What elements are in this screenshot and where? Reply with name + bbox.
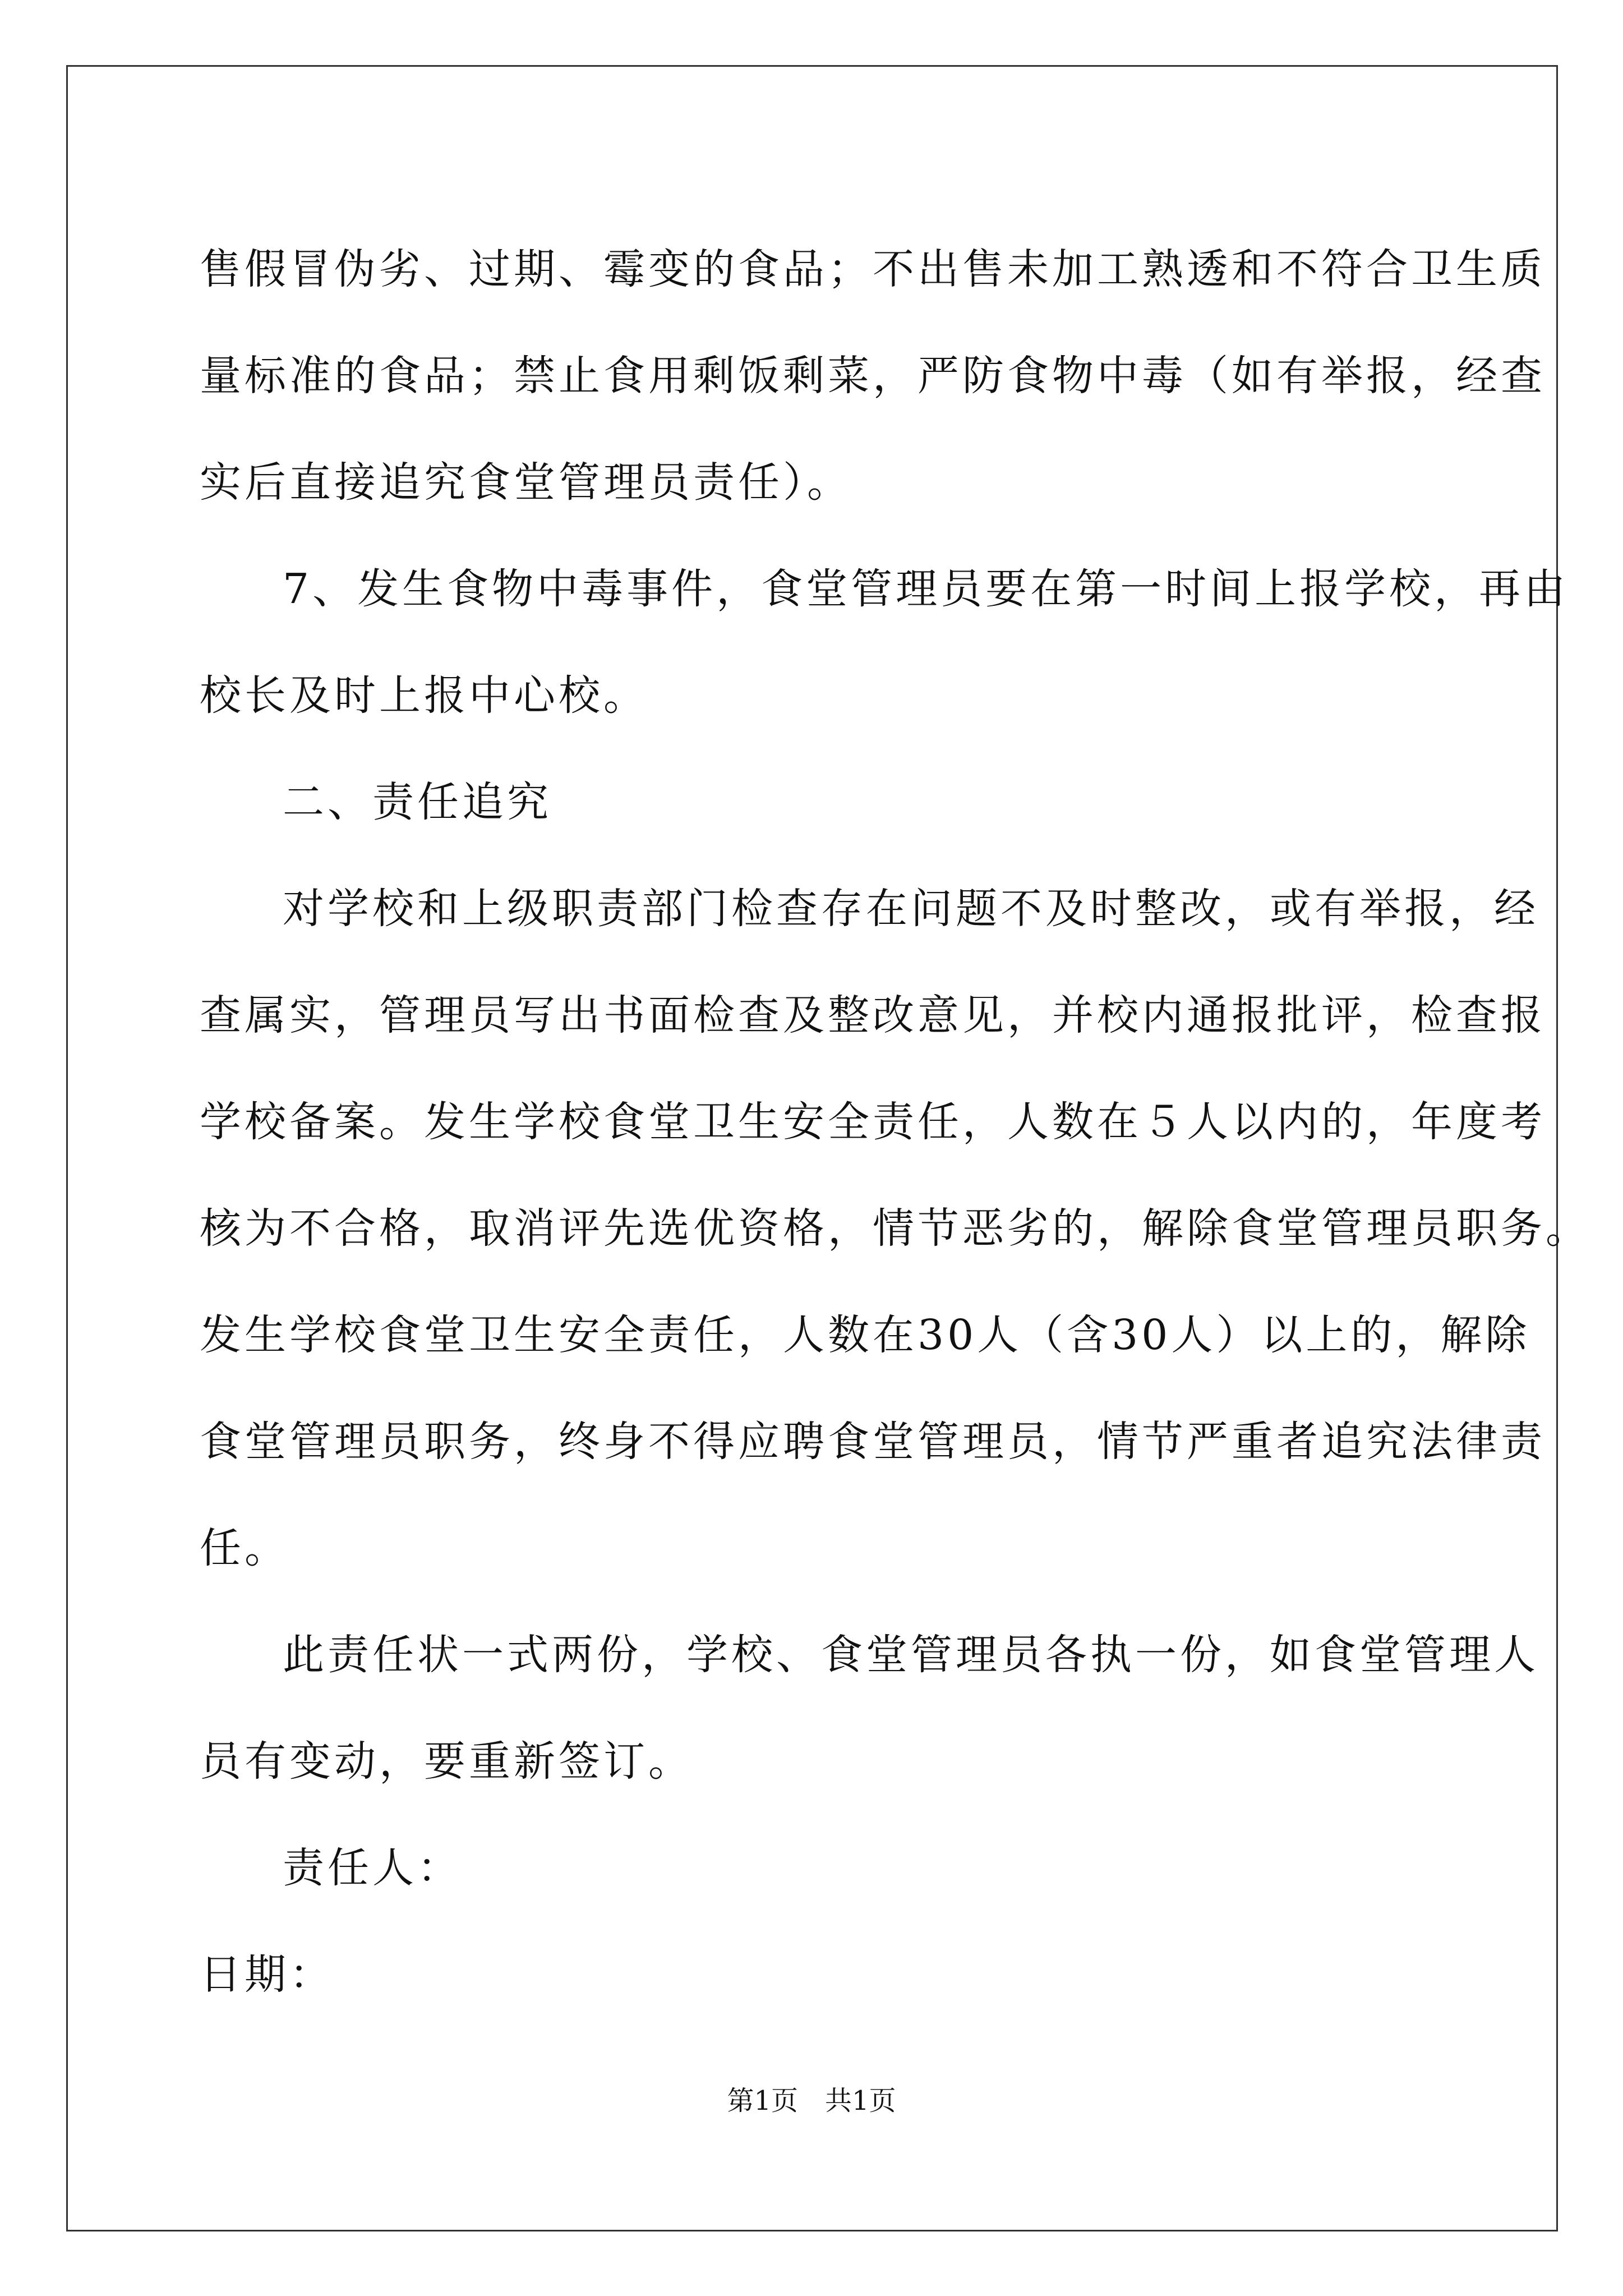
text-line: 学校备案。发生学校食堂卫生安全责任，人数在５人以内的，年度考 — [200, 1098, 1546, 1146]
text-line: 查属实，管理员写出书面检查及整改意见，并校内通报批评，检查报 — [200, 991, 1546, 1039]
text-line: 食堂管理员职务，终身不得应聘食堂管理员，情节严重者追究法律责 — [200, 1418, 1546, 1466]
text-line: 此责任状一式两份，学校、食堂管理员各执一份，如食堂管理人 — [283, 1631, 1539, 1679]
text-line: 核为不合格，取消评先选优资格，情节恶劣的，解除食堂管理员职务。 — [200, 1204, 1590, 1253]
document-body — [200, 216, 1590, 2028]
text-line: 7、发生食物中毒事件，食堂管理员要在第一时间上报学校，再由 — [283, 565, 1569, 613]
text-line: 校长及时上报中心校。 — [200, 671, 648, 720]
text-line: 员有变动，要重新签订。 — [200, 1737, 693, 1786]
text-line: 量标准的食品；禁止食用剩饭剩菜，严防食物中毒（如有举报，经查 — [200, 352, 1546, 400]
page-total: 共1页 — [825, 2085, 896, 2116]
date-label: 日期： — [200, 1950, 334, 1999]
text-line: 实后直接追究食堂管理员责任）。 — [200, 458, 852, 507]
text-line: 对学校和上级职责部门检查存在问题不及时整改，或有举报，经 — [283, 885, 1539, 933]
page-footer — [0, 2084, 1623, 2118]
text-line: 发生学校食堂卫生安全责任，人数在30人（含30人）以上的，解除 — [200, 1311, 1530, 1359]
section-heading: 二、责任追究 — [283, 778, 552, 826]
signature-label: 责任人： — [283, 1844, 462, 1892]
text-line: 任。 — [200, 1524, 289, 1572]
text-line: 售假冒伪劣、过期、霉变的食品；不出售未加工熟透和不符合卫生质 — [200, 245, 1546, 293]
page-number: 第1页 — [727, 2085, 798, 2116]
